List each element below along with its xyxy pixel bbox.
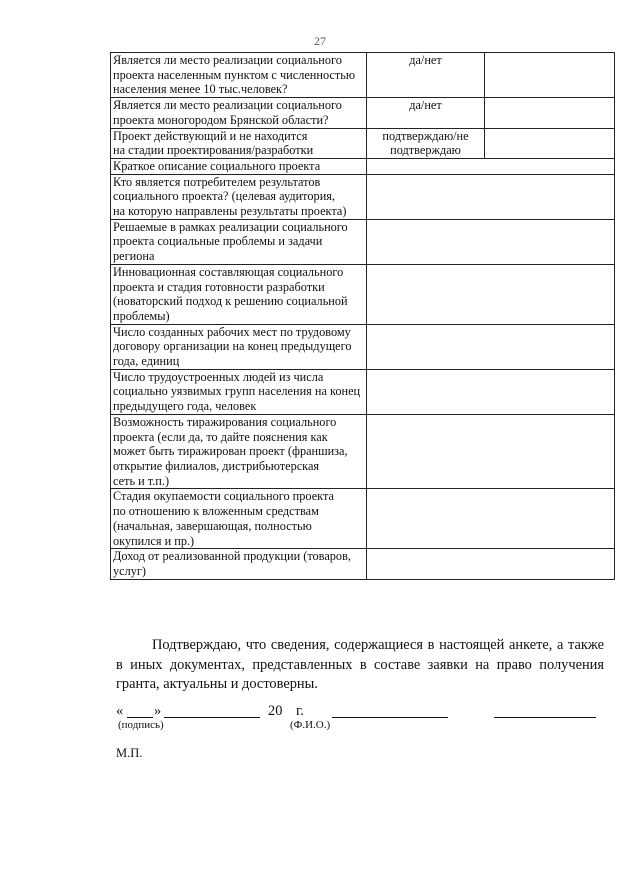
question-cell: Краткое описание социального проекта (111, 158, 367, 174)
quote-close: » (154, 703, 162, 719)
quote-open: « (116, 703, 124, 719)
answer-input-cell[interactable] (367, 489, 615, 549)
questionnaire-table-body (111, 53, 615, 580)
table-row (111, 414, 615, 489)
table-row (111, 549, 615, 579)
table-row (111, 324, 615, 369)
answer-input-cell[interactable] (485, 128, 615, 158)
table-row (111, 158, 615, 174)
caption-sign: (подпись) (118, 719, 164, 731)
question-cell: Является ли место реализации социального проекта населенным пунктом с численностью населения менее 10 тыс.человек? (111, 53, 367, 98)
question-cell: Инновационная составляющая социального проекта и стадия готовности разработки (новаторский подход к решению социальной проблемы) (111, 264, 367, 324)
question-cell: Число созданных рабочих мест по трудовому договору организации на конец предыдущего года, единиц (111, 324, 367, 369)
table-row (111, 174, 615, 219)
answer-input-cell[interactable] (485, 53, 615, 98)
answer-input-cell[interactable] (367, 414, 615, 489)
answer-input-cell[interactable] (485, 98, 615, 128)
caption-name: (Ф.И.О.) (290, 719, 331, 731)
month-blank[interactable] (164, 717, 260, 718)
table-row (111, 489, 615, 549)
answer-input-cell[interactable] (367, 219, 615, 264)
answer-input-cell[interactable] (367, 264, 615, 324)
signature-blank[interactable] (332, 717, 448, 718)
day-blank[interactable] (127, 717, 153, 718)
answer-input-cell[interactable] (367, 549, 615, 579)
question-cell: Является ли место реализации социального проекта моногородом Брянской области? (111, 98, 367, 128)
question-cell: Число трудоустроенных людей из числа социально уязвимых групп населения на конец предыдущего года, человек (111, 369, 367, 414)
answer-input-cell[interactable] (367, 324, 615, 369)
answer-input-cell[interactable] (367, 174, 615, 219)
page-number: 27 (314, 34, 326, 48)
answer-input-cell[interactable] (367, 369, 615, 414)
year-prefix: 20 (268, 703, 283, 719)
table-row (111, 53, 615, 98)
signature-line (116, 703, 616, 725)
table-row (111, 128, 615, 158)
question-cell: Кто является потребителем результатов социального проекта? (целевая аудитория, на которую направлены результаты проекта) (111, 174, 367, 219)
table-row (111, 98, 615, 128)
year-suffix: г. (296, 703, 304, 719)
question-cell: Возможность тиражирования социального проекта (если да, то дайте пояснения как может быть тиражирован проект (франшиза, открытие филиалов, дистрибьютерская сеть и т.п.) (111, 414, 367, 489)
question-cell: Доход от реализованной продукции (товаров, услуг) (111, 549, 367, 579)
questionnaire-table (110, 52, 615, 580)
answer-option-cell: да/нет (367, 98, 485, 128)
table-row (111, 219, 615, 264)
answer-option-cell: да/нет (367, 53, 485, 98)
answer-option-cell: подтверждаю/не подтверждаю (367, 128, 485, 158)
table-row (111, 264, 615, 324)
table-row (111, 369, 615, 414)
stamp-place: М.П. (116, 746, 143, 760)
question-cell: Стадия окупаемости социального проекта по отношению к вложенным средствам (начальная, завершающая, полностью окупился и пр.) (111, 489, 367, 549)
question-cell: Проект действующий и не находится на стадии проектирования/разработки (111, 128, 367, 158)
answer-input-cell[interactable] (367, 158, 615, 174)
question-cell: Решаемые в рамках реализации социального проекта социальные проблемы и задачи региона (111, 219, 367, 264)
confirmation-paragraph: Подтверждаю, что сведения, содержащиеся в настоящей анкете, а также в иных документах, представленных в составе заявки на право получения гранта, актуальны и достоверны. (116, 637, 604, 692)
name-blank[interactable] (494, 717, 596, 718)
